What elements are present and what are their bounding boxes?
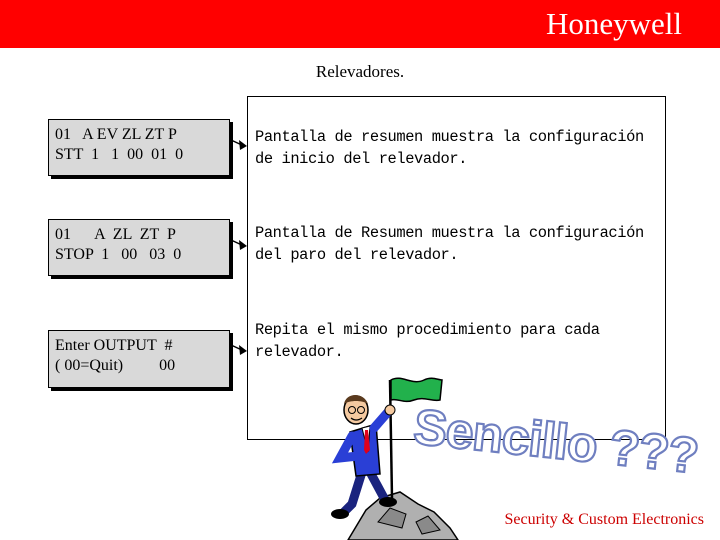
arrow-right-icon: [231, 341, 247, 361]
lcd-line: 01 A ZL ZT P: [55, 226, 176, 243]
arrow-right-icon: [231, 136, 247, 156]
brand-logo: Honeywell: [545, 6, 682, 41]
description-line: Repita el mismo procedimiento para cada: [255, 321, 600, 339]
lcd-line: ( 00=Quit) 00: [55, 357, 176, 374]
lcd-line: STT 1 1 00 01 0: [55, 146, 184, 163]
description-line: Pantalla de Resumen muestra la configuración: [255, 224, 644, 242]
lcd-line: Enter OUTPUT #: [55, 337, 173, 354]
lcd-display-start: [48, 119, 230, 176]
description-line: del paro del relevador.: [255, 246, 459, 264]
lcd-line: STOP 1 00 03 0: [55, 246, 182, 263]
step-description: [255, 222, 660, 266]
description-line: relevador.: [255, 343, 344, 361]
arrow-right-icon: [231, 236, 247, 256]
slide-title: Relevadores.: [315, 62, 405, 81]
step-description: [255, 126, 660, 170]
footer-text: Security & Custom Electronics: [504, 511, 704, 528]
description-line: Pantalla de resumen muestra la configuración: [255, 128, 644, 146]
lcd-line: 01 A EV ZL ZT P: [55, 126, 177, 143]
lcd-display-enter-output: [48, 330, 230, 388]
description-line: de inicio del relevador.: [255, 150, 468, 168]
lcd-display-stop: [48, 219, 230, 276]
slogan-lettering: [410, 388, 701, 484]
slogan-text: Sencillo ???: [411, 398, 701, 484]
step-description: [255, 319, 660, 363]
